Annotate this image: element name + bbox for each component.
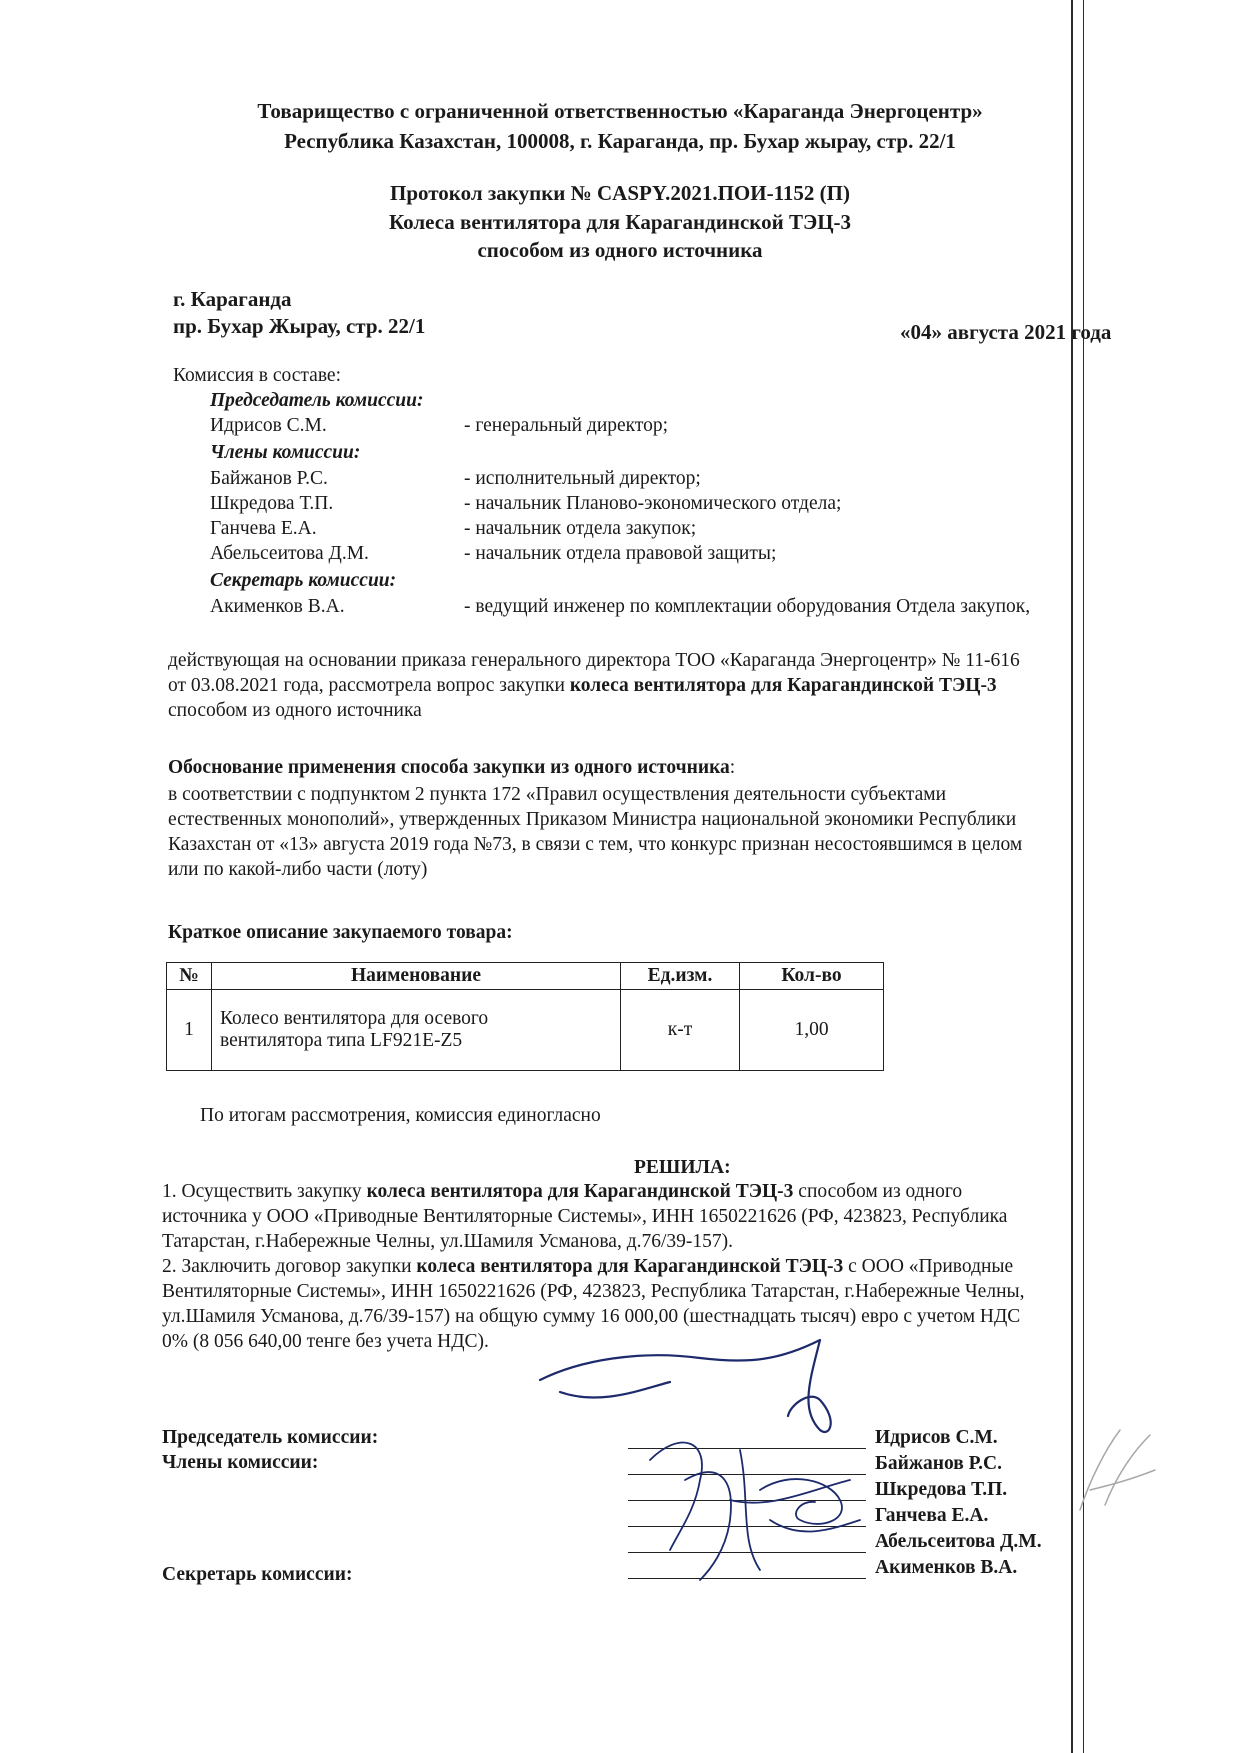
city: г. Караганда: [173, 287, 292, 311]
secretary-name: Акименков В.А.: [210, 596, 345, 617]
protocol-date: «04» августа 2021 года: [900, 320, 1112, 344]
organization-address: Республика Казахстан, 100008, г. Караганда, пр. Бухар жырау, стр. 22/1: [284, 129, 956, 153]
member-role: - исполнительный директор;: [464, 468, 701, 489]
purchase-subject: колеса вентилятора для Карагандинской ТЭЦ-3: [569, 675, 997, 696]
member-role: - начальник отдела правовой защиты;: [464, 543, 777, 564]
chair-label: Председатель комиссии:: [210, 390, 424, 411]
signatory-name: Абельсеитова Д.М.: [875, 1531, 1042, 1552]
secretary-role: - ведущий инженер по комплектации оборудования Отдела закупок,: [464, 596, 1031, 617]
decision-line: [162, 1254, 1192, 1279]
decision-line: [162, 1179, 1192, 1204]
justification-line: или по какой-либо части (лоту): [168, 859, 428, 880]
signatory-name: Идрисов С.М.: [875, 1427, 998, 1448]
outcome-intro: По итогам рассмотрения, комиссия единогласно: [200, 1105, 601, 1126]
table-row: [167, 990, 884, 1071]
members-handwritten-signatures: [640, 1420, 880, 1590]
row-unit: к-т: [621, 990, 740, 1071]
basis-text: от 03.08.2021 года, рассмотрела вопрос закупки: [168, 675, 570, 696]
signatory-name: Байжанов Р.С.: [875, 1453, 1002, 1474]
signature-chair-label: Председатель комиссии:: [162, 1427, 379, 1448]
row-quantity: 1,00: [740, 990, 884, 1071]
decision-heading: РЕШИЛА:: [634, 1157, 731, 1178]
column-header-number: №: [167, 963, 212, 990]
signatory-name: Шкредова Т.П.: [875, 1479, 1008, 1500]
basis-line: действующая на основании приказа генерального директора ТОО «Караганда Энергоцентр» № 11-616: [168, 650, 1020, 671]
decision-items: [162, 1179, 1192, 1354]
signature-line: [628, 1448, 866, 1449]
signature-line: [628, 1474, 866, 1475]
signature-secretary-label: Секретарь комиссии:: [162, 1564, 353, 1585]
justification-paragraph: [168, 782, 1188, 882]
decision-line: Татарстан, г.Набережные Челны, ул.Шамиля Усманова, д.76/39-157).: [162, 1231, 734, 1252]
secretary-label: Секретарь комиссии:: [210, 570, 397, 591]
protocol-subject: Колеса вентилятора для Карагандинской ТЭЦ-3: [388, 210, 852, 234]
protocol-title: Протокол закупки № CASPY.2021.ПОИ-1152 (П): [390, 181, 850, 205]
organization-name: Товарищество с ограниченной ответственностью «Караганда Энергоцентр»: [257, 99, 983, 123]
goods-table: [166, 962, 884, 1071]
member-name: Шкредова Т.П.: [210, 493, 334, 514]
justification-heading-colon: :: [729, 757, 736, 778]
table-header-row: [167, 963, 884, 990]
signature-line: [628, 1578, 866, 1579]
decision-line: источника у ООО «Приводные Вентиляторные Системы», ИНН 1650221626 (РФ, 423823, Республика: [162, 1206, 1008, 1227]
row-name-line: вентилятора типа LF921E-Z5: [220, 1030, 463, 1051]
protocol-method: способом из одного источника: [477, 238, 763, 262]
signature-line: [628, 1500, 866, 1501]
basis-line: способом из одного источника: [168, 700, 422, 721]
members-label: Члены комиссии:: [210, 442, 361, 463]
basis-line: [168, 673, 1188, 698]
signature-line: [628, 1552, 866, 1553]
member-name: Абельсеитова Д.М.: [210, 543, 369, 564]
decision-text: способом из одного: [793, 1181, 963, 1202]
member-role: - начальник Планово-экономического отдела;: [464, 493, 842, 514]
address: пр. Бухар Жырау, стр. 22/1: [173, 314, 426, 338]
decision-line: Вентиляторные Системы», ИНН 1650221626 (РФ, 423823, Республика Татарстан, г.Набережные Челны,: [162, 1281, 1025, 1302]
decision-text: 1. Осуществить закупку: [162, 1181, 367, 1202]
member-name: Ганчева Е.А.: [210, 518, 317, 539]
member-role: - начальник отдела закупок;: [464, 518, 697, 539]
column-header-name: Наименование: [212, 963, 621, 990]
purchase-subject: колеса вентилятора для Карагандинской ТЭЦ-3: [366, 1181, 794, 1202]
chair-role: - генеральный директор;: [464, 415, 669, 436]
row-name-line: Колесо вентилятора для осевого: [220, 1008, 489, 1029]
row-name: [212, 990, 621, 1071]
decision-line: ул.Шамиля Усманова, д.76/39-157) на общую сумму 16 000,00 (шестнадцать тысяч) евро с учетом НДС: [162, 1306, 1021, 1327]
signatory-name: Ганчева Е.А.: [875, 1505, 989, 1526]
commission-intro: Комиссия в составе:: [173, 365, 341, 386]
justification-line: в соответствии с подпунктом 2 пункта 172 «Правил осуществления деятельности субъектами: [168, 784, 947, 805]
chair-name: Идрисов С.М.: [210, 415, 327, 436]
signatory-name: Акименков В.А.: [875, 1557, 1018, 1578]
justification-heading: [168, 755, 735, 780]
signature-line: [628, 1526, 866, 1527]
justification-line: Казахстан от «13» августа 2019 года №73, в связи с тем, что конкурс признан несостоявшимся в целом: [168, 834, 1023, 855]
column-header-unit: Ед.изм.: [621, 963, 740, 990]
signature-members-label: Члены комиссии:: [162, 1452, 319, 1473]
member-name: Байжанов Р.С.: [210, 468, 328, 489]
decision-text: 2. Заключить договор закупки: [162, 1256, 417, 1277]
faint-handwritten-mark: [1060, 1410, 1170, 1530]
column-header-quantity: Кол-во: [740, 963, 884, 990]
decision-line: 0% (8 056 640,00 тенге без учета НДС).: [162, 1331, 489, 1352]
goods-heading: Краткое описание закупаемого товара:: [168, 922, 513, 943]
justification-heading-text: Обоснование применения способа закупки из одного источника: [168, 757, 730, 778]
justification-line: естественных монополий», утвержденных Приказом Министра национальной экономики Республики: [168, 809, 1017, 830]
decision-text: с ООО «Приводные: [843, 1256, 1014, 1277]
purchase-subject: колеса вентилятора для Карагандинской ТЭЦ-3: [416, 1256, 844, 1277]
row-number: 1: [167, 990, 212, 1071]
basis-paragraph: [168, 648, 1188, 723]
